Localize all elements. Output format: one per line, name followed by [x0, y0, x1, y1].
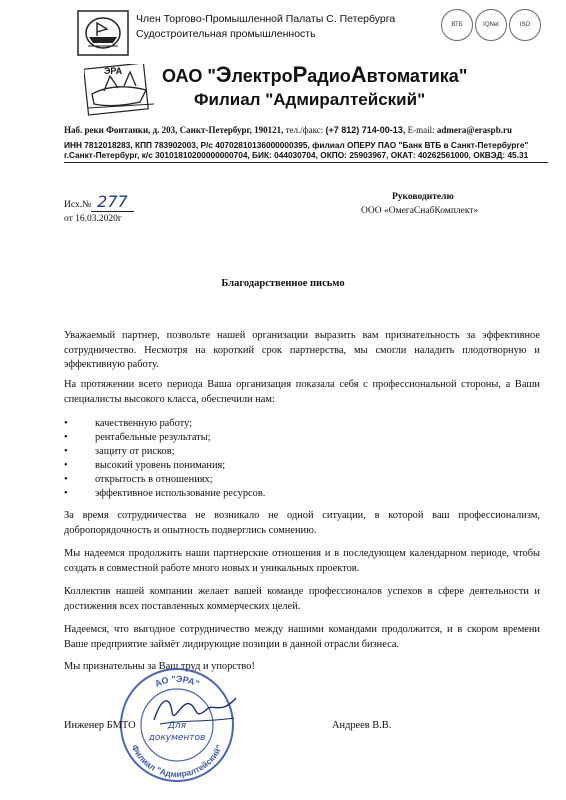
paragraph-greeting: Уважаемый партнер, позвольте нашей организации выразить вам признательность за эффективное сотрудничество. Несмотря на короткий срок партнерства, мы смогли наладить плодотворную и эффективную работу.: [64, 330, 540, 371]
svg-text:АО "ЭРА": [153, 674, 201, 689]
company-name-part: А: [350, 62, 367, 87]
company-name-part: Р: [292, 62, 308, 87]
company-name-part: втоматика: [366, 66, 459, 86]
list-item-text: качественную работу;: [95, 418, 192, 429]
iqnet-badge-icon: IQNet: [475, 9, 507, 41]
industry-line: Судостроительная промышленность: [136, 28, 316, 40]
list-item-text: высокий уровень понимания;: [95, 460, 226, 471]
outgoing-number-row: [64, 192, 134, 212]
company-name: ОАО "ЭлектроРадиоАвтоматика": [162, 62, 468, 87]
paragraph-professionalism: За время сотрудничества не возникало не одной ситуации, в которой ваш профессионализм, добропорядочность и опытность подверглись сомнению.: [64, 510, 540, 536]
outgoing-label: Исх.№: [64, 200, 92, 210]
phone: (+7 812) 714-00-13,: [325, 125, 406, 135]
chamber-logo-icon: [77, 10, 129, 56]
era-logo-text: ЭРА: [104, 66, 123, 76]
bullet-icon: •: [64, 418, 68, 429]
recipient-org: ООО «ОмегаСнабКомплект»: [361, 206, 479, 216]
address-line: [64, 125, 512, 135]
outgoing-number: 277: [91, 192, 134, 212]
bullet-icon: •: [64, 446, 68, 457]
paragraph-gratitude: Мы признательны за Ваш труд и упорство!: [64, 661, 255, 672]
header-divider: [64, 162, 548, 163]
signer-position: Инженер БМТО: [64, 720, 136, 731]
stamp-bottom-text: Филиал "Адмиралтейский": [129, 742, 225, 780]
iso-badge-icon: ISO: [509, 9, 541, 41]
company-prefix: ОАО: [162, 66, 203, 86]
requisites-line-2: г.Санкт-Петербург, к/с 30101810200000000704, БИК: 044030704, ОКПО: 25903967, ОКАТ: 40262561000, ОКВЭД: 45.31: [64, 150, 529, 160]
paragraph-wishes: Коллектив нашей компании желает вашей команде профессионалов успехов в сфере деятельности и достижения всех поставленных коммерческих целей.: [64, 586, 540, 612]
company-name-part: адио: [307, 66, 351, 86]
stamp-center-line-2: документов: [148, 733, 206, 743]
bullet-icon: •: [64, 488, 68, 499]
vtb-badge-icon: ВТБ: [441, 9, 473, 41]
bullet-icon: •: [64, 474, 68, 485]
paragraph-period: На протяжении всего периода Ваша организация показала себя с профессиональной стороны, а Ваши специалисты высокого класса, обеспечили нам:: [64, 379, 540, 405]
list-item-text: открытость в отношениях;: [95, 474, 213, 485]
stamp-top-text: АО "ЭРА": [153, 673, 201, 689]
paragraph-future: Надеемся, что выгодное сотрудничество между нашими командами продолжится, и в скором времени Ваше предприятие займёт лидирующие позиции в данной отрасли бизнеса.: [64, 624, 540, 650]
stamp-center-line-1: Для: [167, 721, 187, 731]
company-name-part: лектро: [231, 66, 293, 86]
signer-name: Андреев В.В.: [332, 720, 392, 731]
paragraph-continuation: Мы надеемся продолжить наши партнерские отношения и в последующем календарном периоде, чтобы создать в совместной работе много новых и уникальных проектов.: [64, 548, 540, 574]
letter-title: Благодарственное письмо: [221, 278, 345, 289]
address: Наб. реки Фонтанки, д. 203, Санкт-Петербург, 190121,: [64, 125, 284, 135]
company-name-part: Э: [215, 62, 232, 87]
list-item-text: защиту от рисков;: [95, 446, 175, 457]
email-link[interactable]: admera@eraspb.ru: [436, 125, 512, 135]
recipient-title: Руководителю: [392, 192, 454, 202]
outgoing-date: от 16.03.2020г: [64, 214, 122, 224]
chamber-membership-line: Член Торгово-Промышленной Палаты С. Петербурга: [136, 13, 396, 25]
branch-name: Филиал "Адмиралтейский": [194, 90, 426, 109]
bullet-icon: •: [64, 460, 68, 471]
handwritten-signature-icon: [150, 690, 240, 730]
bullet-icon: •: [64, 432, 68, 443]
list-item-text: эффективное использование ресурсов.: [95, 488, 266, 499]
phone-label: тел./факс:: [285, 125, 324, 135]
requisites-line-1: ИНН 7812018283, КПП 783902003, Р/с 40702810136000000395, филиал ОПЕРУ ПАО "Банк ВТБ в Санкт-Петербурге": [64, 140, 529, 150]
list-item-text: рентабельные результаты;: [95, 432, 211, 443]
email-label: E-mail:: [407, 125, 435, 135]
